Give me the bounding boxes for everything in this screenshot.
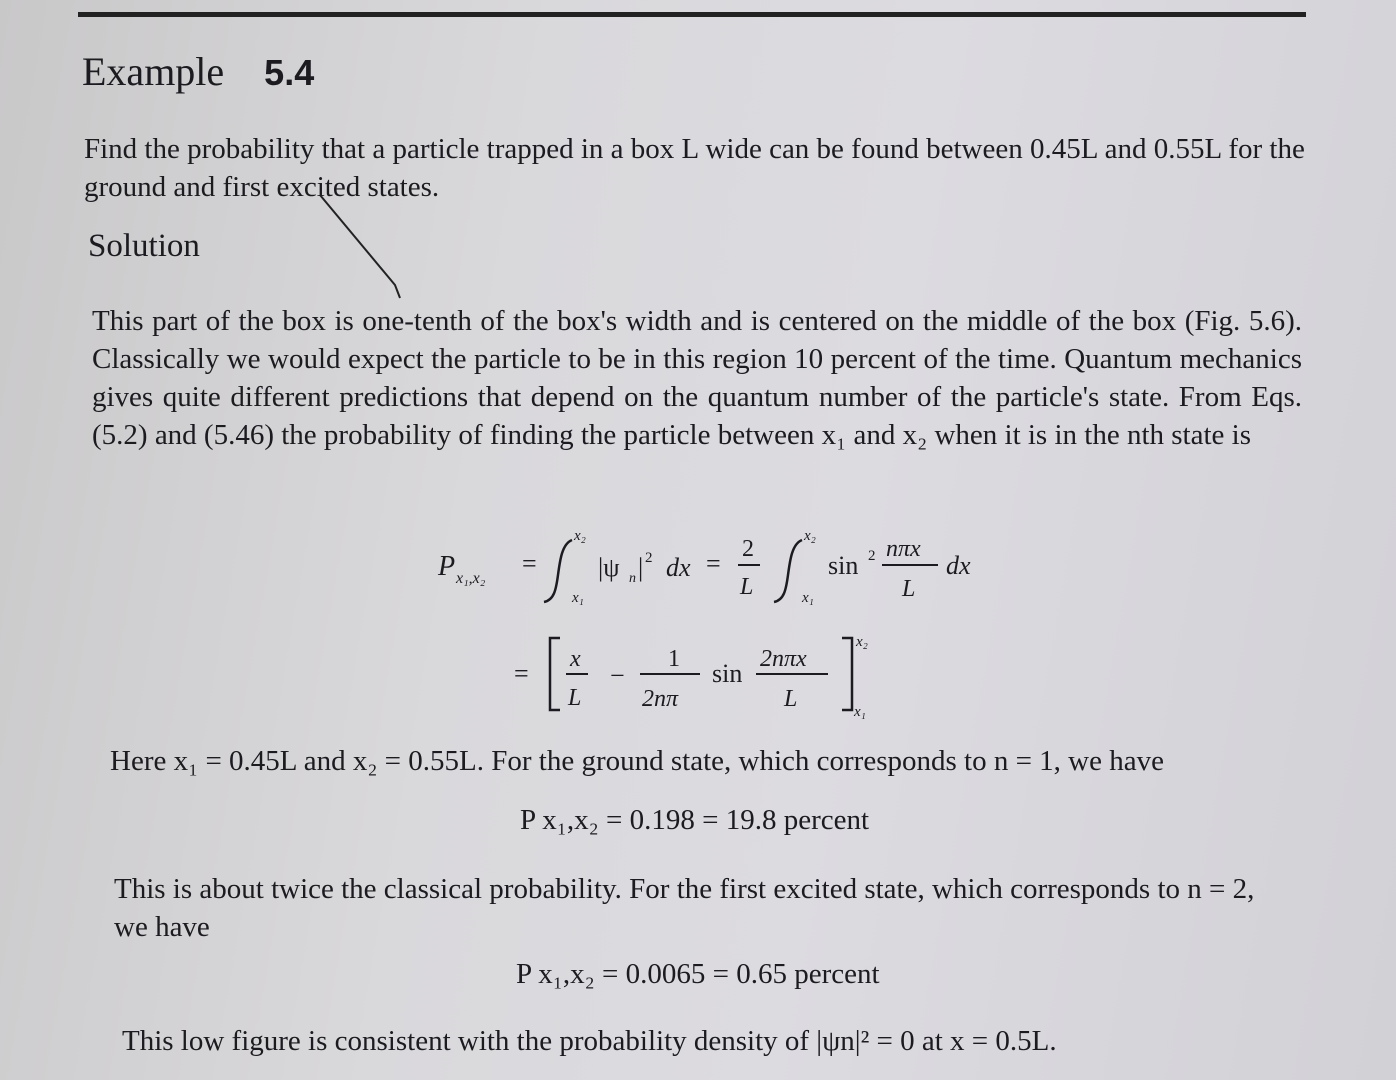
svg-text:2nπx: 2nπx: [760, 646, 807, 672]
probability-integral-equation: [430, 520, 990, 735]
paragraph-4: This low figure is consistent with the probability density of |ψn|² = 0 at x = 0.5L.: [122, 1025, 1057, 1057]
svg-text:2nπ: 2nπ: [642, 686, 679, 712]
svg-text:sin: sin: [712, 659, 743, 688]
svg-text:n: n: [629, 571, 636, 586]
solution-heading: Solution: [88, 228, 200, 264]
svg-text:|ψ: |ψ: [598, 553, 620, 582]
svg-text:P: P: [438, 551, 456, 582]
svg-text:=: =: [706, 549, 721, 578]
pen-mark-line: [300, 190, 420, 300]
example-number: 5.4: [264, 52, 315, 93]
svg-text:x₂: x₂: [804, 528, 816, 544]
svg-text:x₂: x₂: [574, 528, 586, 544]
svg-text:−: −: [610, 661, 625, 690]
svg-text:dx: dx: [946, 551, 971, 580]
svg-text:nπx: nπx: [886, 536, 921, 562]
svg-text:x₂: x₂: [856, 634, 868, 650]
svg-text:=: =: [522, 549, 537, 578]
svg-text:L: L: [740, 574, 754, 600]
svg-text:x₁: x₁: [802, 590, 814, 606]
result-ground-state: P x₁,x₂ = 0.198 = 19.8 percent: [520, 804, 870, 836]
svg-text:sin: sin: [828, 551, 859, 580]
svg-text:=: =: [514, 659, 529, 688]
problem-statement: Find the probability that a particle trapped in a box L wide can be found between 0.45L and 0.55L for the ground and first excited states.: [84, 133, 1305, 203]
svg-text:L: L: [568, 685, 582, 711]
paragraph-2: Here x₁ = 0.45L and x₂ = 0.55L. For the ground state, which corresponds to n = 1, we have: [110, 745, 1164, 777]
svg-text:L: L: [784, 686, 798, 712]
example-label: Example: [82, 49, 225, 94]
svg-text:1: 1: [668, 646, 680, 672]
svg-text:x: x: [570, 646, 581, 672]
svg-text:x₁,x₂: x₁,x₂: [456, 570, 486, 587]
svg-text:|: |: [638, 553, 644, 582]
svg-text:2: 2: [742, 536, 754, 562]
svg-text:dx: dx: [666, 553, 691, 582]
result-first-excited-state: P x₁,x₂ = 0.0065 = 0.65 percent: [516, 958, 880, 990]
paragraph-1: This part of the box is one-tenth of the box's width and is centered on the middle of the box (Fig. 5.6). Classically we would expect the particle to be in this region 10 percent of the time. Quantum mechanics gives quite different predictions that depend on the quantum number of the particle's state. From Eqs. (5.2) and (5.46) the probability of finding the particle between x₁ and x₂ when it is in the nth state is: [92, 305, 1302, 451]
svg-text:2: 2: [645, 550, 653, 566]
svg-text:L: L: [902, 576, 916, 602]
svg-text:x₁: x₁: [854, 704, 866, 720]
example-title: [82, 48, 314, 95]
top-rule: [78, 12, 1306, 17]
paragraph-3: This is about twice the classical probability. For the first excited state, which corresponds to n = 2, we have: [114, 873, 1255, 943]
svg-text:2: 2: [868, 548, 876, 564]
svg-text:x₁: x₁: [572, 590, 584, 606]
